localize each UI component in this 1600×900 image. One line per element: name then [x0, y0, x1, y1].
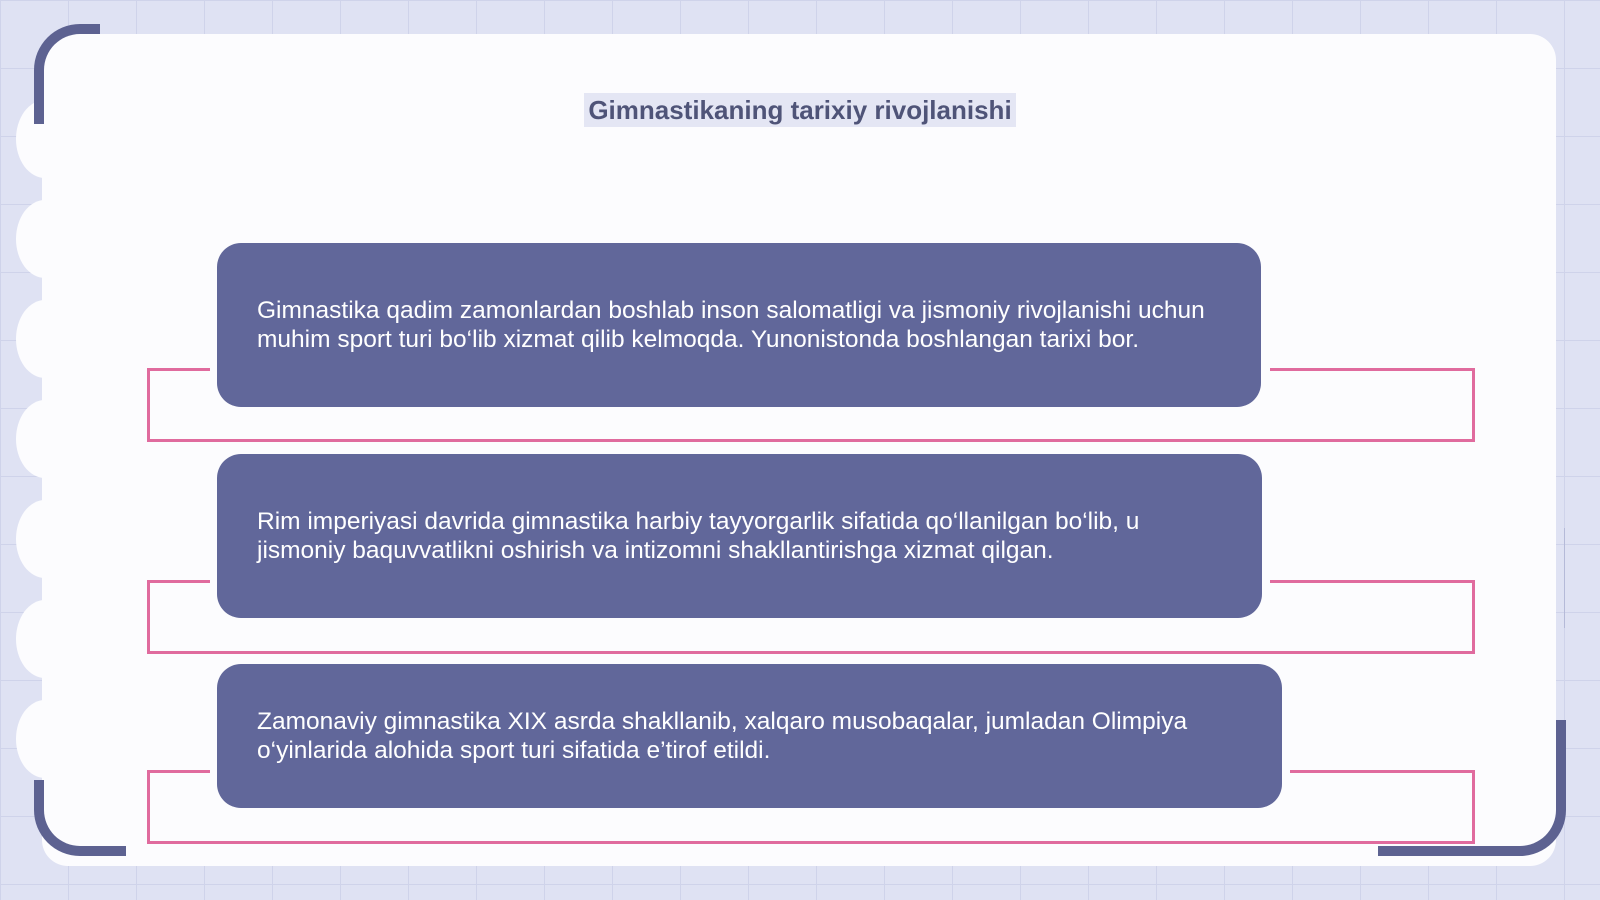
slide-title-text: Gimnastikaning tarixiy rivojlanishi [584, 93, 1015, 127]
timeline-card-text: Rim imperiyasi davrida gimnastika harbiy tayyorgarlik sifatida qo‘llanilgan bo‘lib, u jismoniy baquvvatlikni oshirish va intizomni shakllantirishga xizmat qilgan. [257, 508, 1140, 564]
paper-scallop [16, 200, 74, 278]
timeline-card-text: Zamonaviy gimnastika XIX asrda shakllanib, xalqaro musobaqalar, jumladan Olimpiya o‘yinlarida alohida sport turi sifatida e’tirof etildi. [257, 708, 1188, 764]
timeline-card [217, 664, 1282, 808]
paper-scallop [16, 400, 74, 478]
timeline-card [217, 243, 1261, 407]
paper-scallop [16, 500, 74, 578]
paper-scallop [16, 300, 74, 378]
paper-scallop [16, 600, 74, 678]
timeline-card [217, 454, 1262, 618]
timeline-card-text: Gimnastika qadim zamonlardan boshlab inson salomatligi va jismoniy rivojlanishi uchun muhim sport turi bo‘lib xizmat qilib kelmoqda. Yunonistonda boshlangan tarixi bor. [257, 297, 1205, 353]
slide-title [0, 95, 1600, 126]
edge-mark [1564, 528, 1565, 628]
paper-scallop [16, 700, 74, 778]
